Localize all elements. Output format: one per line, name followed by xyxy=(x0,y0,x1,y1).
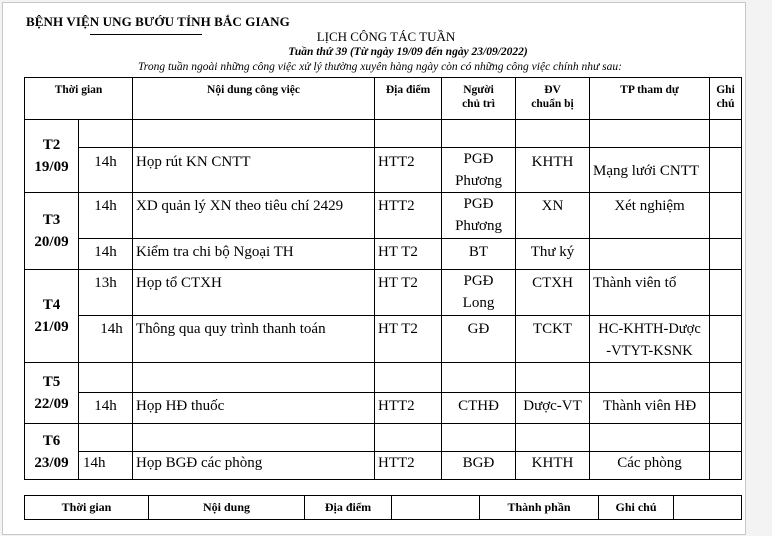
footer-content: Nội dung xyxy=(149,496,305,520)
attendees-cell: Xét nghiệm xyxy=(590,193,710,239)
attendees-cell: Thành viên HĐ xyxy=(590,393,710,424)
footer-time: Thời gian xyxy=(25,496,149,520)
day-cell: T6 23/09 xyxy=(25,424,79,480)
col-content: Nội dung công việc xyxy=(133,78,375,120)
time-cell: 14h xyxy=(79,452,133,480)
schedule-title: LỊCH CÔNG TÁC TUẦN xyxy=(316,29,456,44)
attendees-cell: Thành viên tổ xyxy=(590,270,710,316)
prep-cell: Thư ký xyxy=(516,239,590,270)
day-cell: T5 22/09 xyxy=(25,363,79,424)
attendees-cell: Các phòng xyxy=(590,452,710,480)
table-row xyxy=(25,193,742,239)
content-cell: Kiểm tra chi bộ Ngoại TH xyxy=(133,239,375,270)
footer-row xyxy=(25,496,742,520)
hospital-name: BỆNH VIỆN UNG BƯỚU TỈNH BẮC GIANG xyxy=(26,14,290,29)
table-row xyxy=(25,363,742,393)
table-row xyxy=(25,148,742,193)
footer-members: Thành phần xyxy=(480,496,599,520)
footer-table xyxy=(24,495,742,520)
chair-cell: BT xyxy=(442,239,516,270)
footer-blank xyxy=(392,496,480,520)
content-cell: Họp rút KN CNTT xyxy=(133,148,375,193)
day-cell: T3 20/09 xyxy=(25,193,79,270)
footer-blank xyxy=(674,496,742,520)
chair-cell: PGĐ Long xyxy=(442,270,516,316)
table-row xyxy=(25,424,742,452)
prep-cell: Dược-VT xyxy=(516,393,590,424)
table-row xyxy=(25,452,742,480)
location-cell: HT T2 xyxy=(375,270,442,316)
location-cell: HT T2 xyxy=(375,316,442,363)
chair-cell: BGĐ xyxy=(442,452,516,480)
footer-note: Ghi chú xyxy=(599,496,674,520)
attendees-cell: HC-KHTH-Dược -VTYT-KSNK xyxy=(590,316,710,363)
time-cell: 14h xyxy=(79,239,133,270)
col-time: Thời gian xyxy=(25,78,133,120)
table-row xyxy=(25,393,742,424)
prep-cell: KHTH xyxy=(516,148,590,193)
location-cell: HTT2 xyxy=(375,393,442,424)
header-row xyxy=(25,78,742,120)
content-cell: Họp tổ CTXH xyxy=(133,270,375,316)
location-cell: HTT2 xyxy=(375,452,442,480)
intro-text: Trong tuần ngoài những công việc xử lý thường xuyên hàng ngày còn có những công việc chính như sau: xyxy=(138,61,622,73)
content-cell: Họp HĐ thuốc xyxy=(133,393,375,424)
chair-cell: CTHĐ xyxy=(442,393,516,424)
prep-cell: TCKT xyxy=(516,316,590,363)
col-prep: ĐV chuẩn bị xyxy=(516,78,590,120)
prep-cell: CTXH xyxy=(516,270,590,316)
col-location: Địa điểm xyxy=(375,78,442,120)
prep-cell: KHTH xyxy=(516,452,590,480)
col-note: Ghi chú xyxy=(710,78,742,120)
col-chair: Người chủ trì xyxy=(442,78,516,120)
location-cell: HT T2 xyxy=(375,239,442,270)
time-cell: 14h xyxy=(79,393,133,424)
content-cell: Họp BGĐ các phòng xyxy=(133,452,375,480)
chair-cell: GĐ xyxy=(442,316,516,363)
time-cell: 14h xyxy=(79,193,133,239)
schedule-table xyxy=(24,77,742,480)
table-row xyxy=(25,120,742,148)
attendees-cell: Mạng lưới CNTT xyxy=(590,148,710,193)
col-attendees: TP tham dự xyxy=(590,78,710,120)
location-cell: HTT2 xyxy=(375,148,442,193)
chair-cell: PGĐ Phương xyxy=(442,148,516,193)
time-cell: 13h xyxy=(79,270,133,316)
footer-location: Địa điểm xyxy=(305,496,392,520)
time-cell: 14h xyxy=(79,316,133,363)
time-cell: 14h xyxy=(79,148,133,193)
content-cell: Thông qua quy trình thanh toán xyxy=(133,316,375,363)
table-row xyxy=(25,316,742,363)
location-cell: HTT2 xyxy=(375,193,442,239)
day-cell: T4 21/09 xyxy=(25,270,79,363)
chair-cell: PGĐ Phương xyxy=(442,193,516,239)
content-cell: XD quản lý XN theo tiêu chí 2429 xyxy=(133,193,375,239)
table-row xyxy=(25,239,742,270)
prep-cell: XN xyxy=(516,193,590,239)
table-row xyxy=(25,270,742,316)
week-range: Tuần thứ 39 (Từ ngày 19/09 đến ngày 23/09/2022) xyxy=(288,46,528,58)
day-cell: T2 19/09 xyxy=(25,120,79,193)
